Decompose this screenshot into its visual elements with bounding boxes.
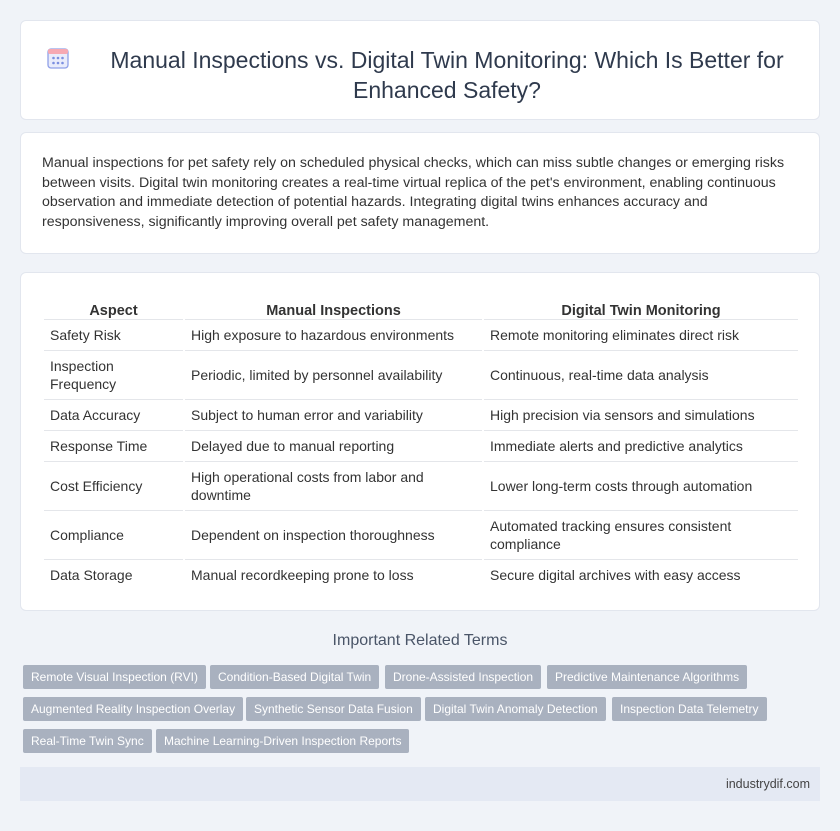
table-header-aspect: Aspect (89, 303, 138, 319)
table-row (44, 461, 798, 510)
table-cell: Continuous, real-time data analysis (484, 350, 798, 399)
tag-machine-learning-inspection-reports[interactable]: Machine Learning-Driven Inspection Reports (156, 729, 409, 753)
table-cell: Inspection Frequency (44, 350, 183, 399)
table-cell: Data Accuracy (44, 399, 183, 430)
table-cell: Subject to human error and variability (185, 399, 482, 430)
table-row (44, 430, 798, 461)
table-cell: Periodic, limited by personnel availability (185, 350, 482, 399)
table-cell: Data Storage (44, 559, 183, 590)
header-card (20, 20, 820, 120)
tag-synthetic-sensor-data-fusion[interactable]: Synthetic Sensor Data Fusion (246, 697, 421, 721)
table-cell: Remote monitoring eliminates direct risk (484, 319, 798, 350)
intro-card (20, 132, 820, 254)
tag-condition-based-digital-twin[interactable]: Condition-Based Digital Twin (210, 665, 379, 689)
tag-real-time-twin-sync[interactable]: Real-Time Twin Sync (23, 729, 152, 753)
tag-predictive-maintenance-algorithms[interactable]: Predictive Maintenance Algorithms (547, 665, 747, 689)
related-terms-title: Important Related Terms (332, 632, 508, 649)
footer-site: industrydif.com (725, 777, 810, 791)
tag-digital-twin-anomaly-detection[interactable]: Digital Twin Anomaly Detection (425, 697, 606, 721)
table-cell: Response Time (44, 430, 183, 461)
table-row (44, 319, 798, 350)
table-row (44, 399, 798, 430)
table-cell: Secure digital archives with easy access (484, 559, 798, 590)
table-cell: Manual recordkeeping prone to loss (185, 559, 482, 590)
comparison-table (42, 297, 800, 590)
tag-remote-visual-inspection[interactable]: Remote Visual Inspection (RVI) (23, 665, 206, 689)
table-row (44, 559, 798, 590)
table-header-manual: Manual Inspections (266, 303, 401, 319)
table-cell: Dependent on inspection thoroughness (185, 510, 482, 559)
intro-text: Manual inspections for pet safety rely on scheduled physical checks, which can miss subtle changes or emerging risks between visits. Digital twin monitoring creates a real-time virtual replica of the pet's environment, enabling continuous observation and immediate detection of potential hazards. Integrating digital twins enhances accuracy and responsiveness, significantly improving overall pet safety management. (42, 155, 785, 230)
tag-augmented-reality-inspection-overlay[interactable]: Augmented Reality Inspection Overlay (23, 697, 243, 721)
table-cell: Safety Risk (44, 319, 183, 350)
table-cell: Automated tracking ensures consistent compliance (484, 510, 798, 559)
table-cell: Lower long-term costs through automation (484, 461, 798, 510)
comparison-card (20, 272, 820, 611)
table-cell: Immediate alerts and predictive analytics (484, 430, 798, 461)
table-cell: High operational costs from labor and downtime (185, 461, 482, 510)
tag-inspection-data-telemetry[interactable]: Inspection Data Telemetry (612, 697, 767, 721)
table-cell: High exposure to hazardous environments (185, 319, 482, 350)
table-cell: Cost Efficiency (44, 461, 183, 510)
table-cell: High precision via sensors and simulations (484, 399, 798, 430)
footer (20, 767, 820, 801)
tag-drone-assisted-inspection[interactable]: Drone-Assisted Inspection (385, 665, 541, 689)
table-row (44, 510, 798, 559)
table-row (44, 350, 798, 399)
table-header-digital: Digital Twin Monitoring (561, 303, 721, 319)
page-title: Manual Inspections vs. Digital Twin Monitoring: Which Is Better for Enhanced Safety? (110, 47, 784, 103)
table-cell: Compliance (44, 510, 183, 559)
table-cell: Delayed due to manual reporting (185, 430, 482, 461)
calendar-grid-icon (47, 47, 69, 69)
table-header-row (44, 297, 798, 319)
